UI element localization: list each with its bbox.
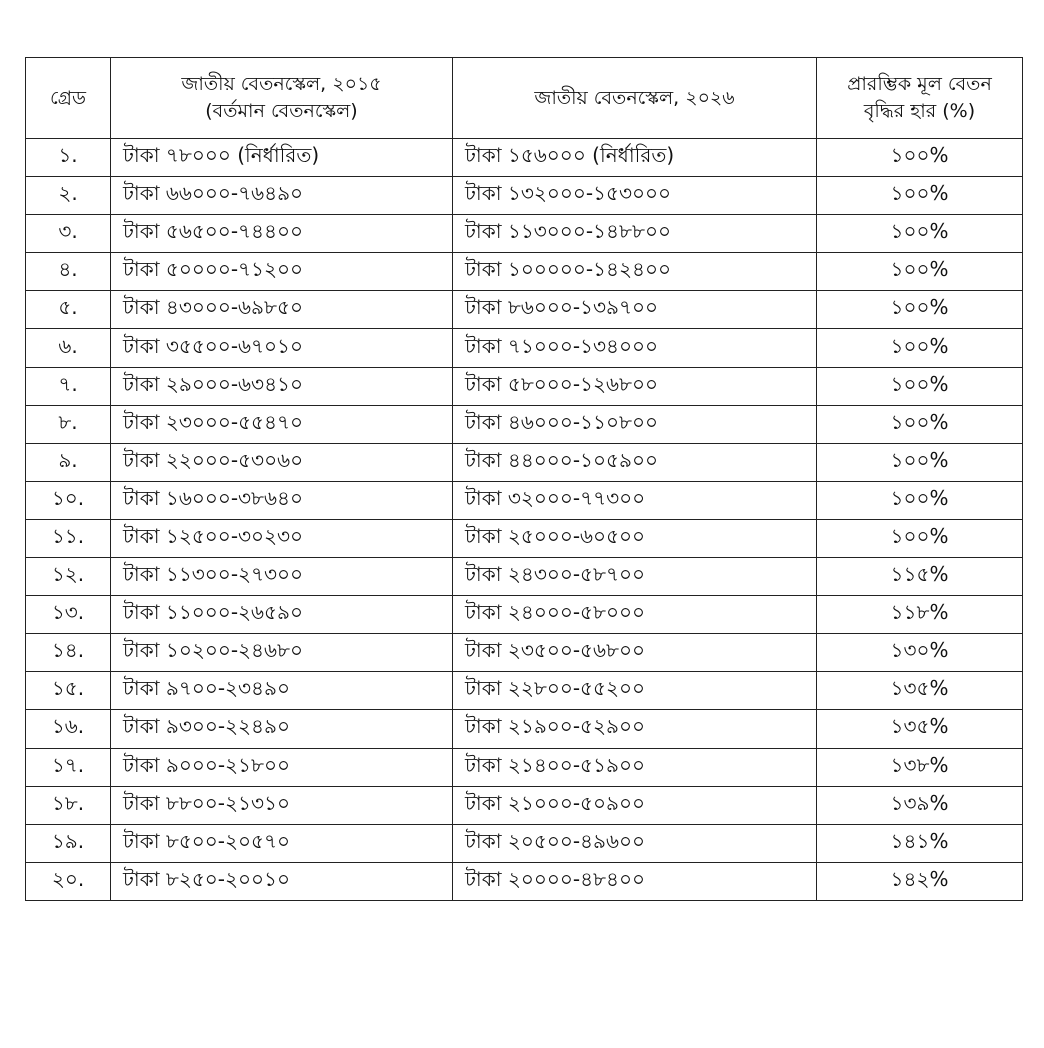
rate-cell: ১৩০% (817, 634, 1023, 672)
scale-2026-cell: টাকা ২০৫০০-৪৯৬০০ (453, 824, 817, 862)
scale-2026-cell: টাকা ২০০০০-৪৮৪০০ (453, 862, 817, 900)
rate-cell: ১০০% (817, 443, 1023, 481)
rate-cell: ১০০% (817, 519, 1023, 557)
rate-cell: ১১৮% (817, 596, 1023, 634)
grade-cell: ৫. (26, 291, 111, 329)
table-row (26, 596, 1023, 634)
grade-cell: ৬. (26, 329, 111, 367)
table-row (26, 329, 1023, 367)
table-row (26, 672, 1023, 710)
table-row (26, 367, 1023, 405)
rate-cell: ১০০% (817, 139, 1023, 177)
grade-cell: ১৬. (26, 710, 111, 748)
scale-2015-cell: টাকা ১২৫০০-৩০২৩০ (111, 519, 453, 557)
grade-cell: ১৯. (26, 824, 111, 862)
scale-2015-cell: টাকা ৫৬৫০০-৭৪৪০০ (111, 215, 453, 253)
grade-cell: ৩. (26, 215, 111, 253)
scale-2026-cell: টাকা ২১০০০-৫০৯০০ (453, 786, 817, 824)
scale-2026-cell: টাকা ২৩৫০০-৫৬৮০০ (453, 634, 817, 672)
table-row (26, 748, 1023, 786)
scale-2026-cell: টাকা ২৪০০০-৫৮০০০ (453, 596, 817, 634)
header-scale-2015-line1: জাতীয় বেতনস্কেল, ২০১৫ (181, 73, 382, 95)
table-row (26, 443, 1023, 481)
scale-2026-cell: টাকা ২৪৩০০-৫৮৭০০ (453, 558, 817, 596)
table-row (26, 215, 1023, 253)
rate-cell: ১৩৮% (817, 748, 1023, 786)
rate-cell: ১৩৫% (817, 710, 1023, 748)
grade-cell: ১৪. (26, 634, 111, 672)
table-row (26, 519, 1023, 557)
table-row (26, 634, 1023, 672)
table-row (26, 558, 1023, 596)
rate-cell: ১৪২% (817, 862, 1023, 900)
table-row (26, 862, 1023, 900)
rate-cell: ১০০% (817, 367, 1023, 405)
scale-2026-cell: টাকা ২৫০০০-৬০৫০০ (453, 519, 817, 557)
header-scale-2015 (111, 58, 453, 139)
grade-cell: ১২. (26, 558, 111, 596)
table-row (26, 139, 1023, 177)
scale-2015-cell: টাকা ১১০০০-২৬৫৯০ (111, 596, 453, 634)
scale-2015-cell: টাকা ৮৮০০-২১৩১০ (111, 786, 453, 824)
rate-cell: ১০০% (817, 177, 1023, 215)
rate-cell: ১০০% (817, 329, 1023, 367)
grade-cell: ১. (26, 139, 111, 177)
scale-2015-cell: টাকা ৬৬০০০-৭৬৪৯০ (111, 177, 453, 215)
scale-2026-cell: টাকা ১০০০০০-১৪২৪০০ (453, 253, 817, 291)
grade-cell: ২. (26, 177, 111, 215)
scale-2026-cell: টাকা ২২৮০০-৫৫২০০ (453, 672, 817, 710)
scale-2026-cell: টাকা ২১৪০০-৫১৯০০ (453, 748, 817, 786)
scale-2015-cell: টাকা ১১৩০০-২৭৩০০ (111, 558, 453, 596)
header-row (26, 58, 1023, 139)
grade-cell: ৯. (26, 443, 111, 481)
table-row (26, 253, 1023, 291)
rate-cell: ১০০% (817, 253, 1023, 291)
scale-2026-cell: টাকা ৭১০০০-১৩৪০০০ (453, 329, 817, 367)
header-rate-line2: বৃদ্ধির হার (%) (863, 100, 976, 122)
rate-cell: ১০০% (817, 215, 1023, 253)
scale-2015-cell: টাকা ৯৩০০-২২৪৯০ (111, 710, 453, 748)
grade-cell: ৪. (26, 253, 111, 291)
grade-cell: ১৮. (26, 786, 111, 824)
header-rate (817, 58, 1023, 139)
scale-2026-cell: টাকা ৪৪০০০-১০৫৯০০ (453, 443, 817, 481)
rate-cell: ১৪১% (817, 824, 1023, 862)
pay-scale-table (25, 57, 1023, 901)
scale-2015-cell: টাকা ১৬০০০-৩৮৬৪০ (111, 481, 453, 519)
scale-2015-cell: টাকা ৮২৫০-২০০১০ (111, 862, 453, 900)
rate-cell: ১০০% (817, 405, 1023, 443)
scale-2026-cell: টাকা ৪৬০০০-১১০৮০০ (453, 405, 817, 443)
scale-2015-cell: টাকা ৯০০০-২১৮০০ (111, 748, 453, 786)
scale-2015-cell: টাকা ৪৩০০০-৬৯৮৫০ (111, 291, 453, 329)
scale-2015-cell: টাকা ৭৮০০০ (নির্ধারিত) (111, 139, 453, 177)
scale-2015-cell: টাকা ৩৫৫০০-৬৭০১০ (111, 329, 453, 367)
grade-cell: ১৫. (26, 672, 111, 710)
header-rate-line1: প্রারম্ভিক মূল বেতন (847, 73, 992, 95)
header-grade-label: গ্রেড (50, 86, 86, 109)
table-row (26, 786, 1023, 824)
scale-2026-cell: টাকা ৫৮০০০-১২৬৮০০ (453, 367, 817, 405)
scale-2026-cell: টাকা ২১৯০০-৫২৯০০ (453, 710, 817, 748)
scale-2015-cell: টাকা ৫০০০০-৭১২০০ (111, 253, 453, 291)
scale-2026-cell: টাকা ৮৬০০০-১৩৯৭০০ (453, 291, 817, 329)
scale-2015-cell: টাকা ৮৫০০-২০৫৭০ (111, 824, 453, 862)
grade-cell: ৭. (26, 367, 111, 405)
rate-cell: ১০০% (817, 481, 1023, 519)
table-body (26, 139, 1023, 901)
table-row (26, 177, 1023, 215)
scale-2026-cell: টাকা ৩২০০০-৭৭৩০০ (453, 481, 817, 519)
table-row (26, 710, 1023, 748)
table-row (26, 291, 1023, 329)
rate-cell: ১৩৫% (817, 672, 1023, 710)
scale-2015-cell: টাকা ২২০০০-৫৩০৬০ (111, 443, 453, 481)
header-grade (26, 58, 111, 139)
header-scale-2015-line2: (বর্তমান বেতনস্কেল) (205, 100, 358, 122)
header-scale-2026 (453, 58, 817, 139)
grade-cell: ১০. (26, 481, 111, 519)
rate-cell: ১০০% (817, 291, 1023, 329)
table-row (26, 824, 1023, 862)
scale-2026-cell: টাকা ১৫৬০০০ (নির্ধারিত) (453, 139, 817, 177)
scale-2015-cell: টাকা ৯৭০০-২৩৪৯০ (111, 672, 453, 710)
table-row (26, 481, 1023, 519)
table-header (26, 58, 1023, 139)
scale-2026-cell: টাকা ১৩২০০০-১৫৩০০০ (453, 177, 817, 215)
grade-cell: ১১. (26, 519, 111, 557)
scale-2015-cell: টাকা ১০২০০-২৪৬৮০ (111, 634, 453, 672)
grade-cell: ১৭. (26, 748, 111, 786)
grade-cell: ৮. (26, 405, 111, 443)
scale-2015-cell: টাকা ২৩০০০-৫৫৪৭০ (111, 405, 453, 443)
grade-cell: ১৩. (26, 596, 111, 634)
rate-cell: ১১৫% (817, 558, 1023, 596)
table-row (26, 405, 1023, 443)
scale-2015-cell: টাকা ২৯০০০-৬৩৪১০ (111, 367, 453, 405)
grade-cell: ২০. (26, 862, 111, 900)
scale-2026-cell: টাকা ১১৩০০০-১৪৮৮০০ (453, 215, 817, 253)
rate-cell: ১৩৯% (817, 786, 1023, 824)
header-scale-2026-label: জাতীয় বেতনস্কেল, ২০২৬ (534, 86, 735, 109)
